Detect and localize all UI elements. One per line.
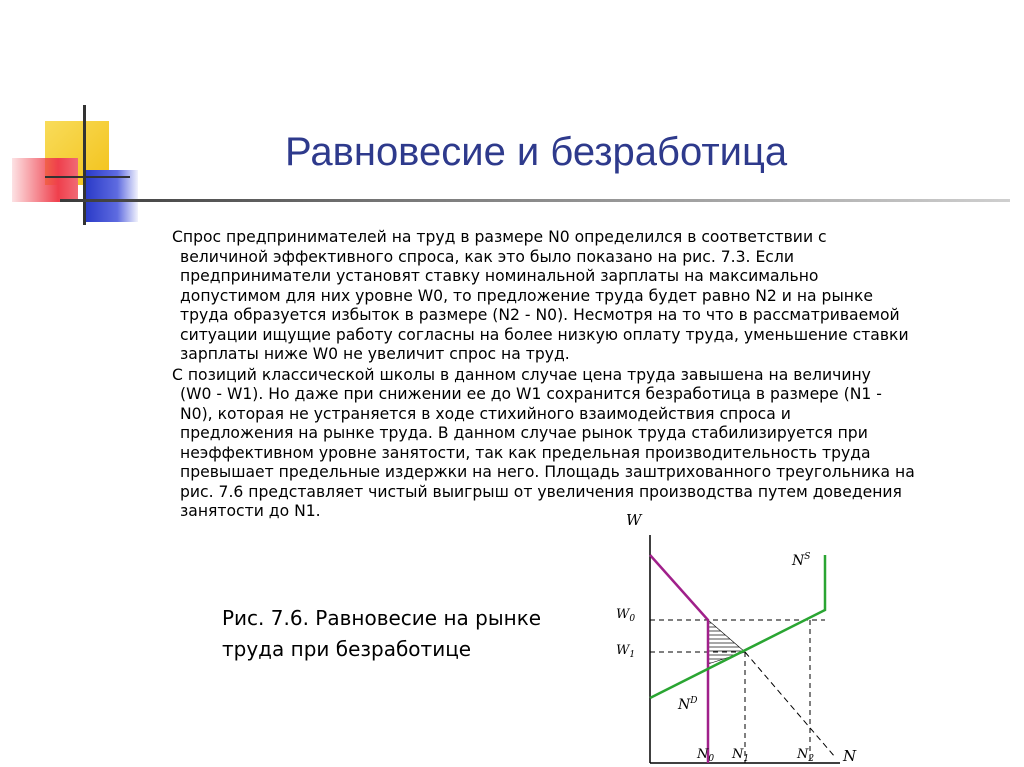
w1-label: $W_1$ <box>616 643 636 660</box>
n0-label: $N_0$ <box>697 747 715 764</box>
supply-curve <box>650 555 825 698</box>
p1-line-3: предприниматели установят ставку номинальной зарплаты на максимально <box>180 267 819 285</box>
p1-line-4: допустимом для них уровне W0, то предложение труда будет равно N2 и на рынке <box>180 286 873 305</box>
p2-line-2: (W0 - W1). Но даже при снижении ее до W1 сохранится безработица в размере (N1 - <box>180 385 882 403</box>
caption-line-2: труда при безработице <box>222 637 472 661</box>
p2-line-5: неэффективном уровне занятости, так как предельная производительность труда <box>180 443 871 462</box>
supply-label: $N^S$ <box>792 552 811 569</box>
p1-line-7: зарплаты ниже W0 не увеличит спрос на труд. <box>180 345 570 363</box>
paragraph-2 <box>172 366 992 522</box>
x-axis-label: N <box>843 747 857 765</box>
y-axis-label: W <box>626 511 642 529</box>
slide-title: Равновесие и безработица <box>285 130 788 174</box>
title-underline <box>60 199 1010 202</box>
p2-line-1: С позиций классической школы в данном случае цена труда завышена на величину <box>172 365 871 384</box>
p2-line-8: занятости до N1. <box>180 502 321 520</box>
demand-extension <box>745 652 835 757</box>
p1-line-5: труда образуется избыток в размере (N2 - N0). Несмотря на то что в рассматриваемой <box>180 306 900 324</box>
body-text <box>172 228 992 523</box>
p1-line-2: величиной эффективного спроса, как это было показано на рис. 7.3. Если <box>180 247 794 266</box>
n2-label: $N_2$ <box>797 747 815 764</box>
p1-line-6: ситуации ищущие работу согласны на более низкую оплату труда, уменьшение ставки <box>180 325 909 344</box>
p2-line-3: N0), которая не устраняется в ходе стихийного взаимодействия спроса и <box>180 404 791 423</box>
p1-line-1: Спрос предпринимателей на труд в размере N0 определился в соответствии с <box>172 228 827 246</box>
labor-market-diagram <box>600 505 870 767</box>
paragraph-1 <box>172 228 992 365</box>
p2-line-6: превышает предельные издержки на него. Площадь заштрихованного треугольника на <box>180 463 915 481</box>
deco-vertical-line <box>83 105 86 225</box>
n1-label: $N_1$ <box>732 747 750 764</box>
deco-horizontal-line <box>45 176 130 178</box>
p2-line-7: рис. 7.6 представляет чистый выигрыш от увеличения производства путем доведения <box>180 482 902 501</box>
caption-line-1: Рис. 7.6. Равновесие на рынке <box>222 606 542 630</box>
deco-red-square <box>12 158 78 202</box>
p2-line-4: предложения на рынке труда. В данном случае рынок труда стабилизируется при <box>180 424 868 442</box>
demand-label: $N^D$ <box>678 696 698 713</box>
w0-label: $W_0$ <box>616 607 636 624</box>
figure-caption <box>222 603 602 665</box>
hatched-triangle <box>708 620 745 664</box>
demand-curve <box>650 555 708 763</box>
